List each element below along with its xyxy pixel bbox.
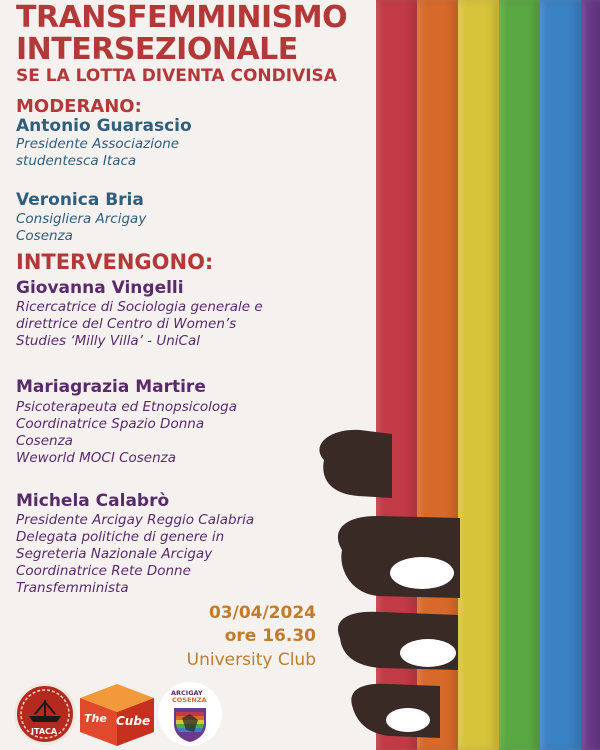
role-line: studentesca Itaca xyxy=(16,153,137,169)
role-line: Ricercatrice di Sociologia generale e xyxy=(16,299,263,315)
arcigay-cosenza-logo xyxy=(158,682,222,746)
itaca-logo-text: ITACA xyxy=(31,727,58,736)
role-line: Cosenza xyxy=(16,433,73,449)
role-line: Cosenza xyxy=(16,228,73,244)
cube-the-text: The xyxy=(84,712,107,725)
moderator-name-2: Veronica Bria xyxy=(16,190,144,210)
role-line: Segreteria Nazionale Arcigay xyxy=(16,546,213,562)
role-line: Delegata politiche di genere in xyxy=(16,529,225,545)
speakers-heading: INTERVENGONO: xyxy=(16,250,214,274)
role-line: Transfemminista xyxy=(16,580,129,596)
itaca-logo xyxy=(14,683,76,745)
moderator-role-2 xyxy=(16,211,146,245)
event-venue: University Club xyxy=(186,650,316,670)
fingernail-3 xyxy=(386,708,430,732)
role-line: direttrice del Centro di Women’s xyxy=(16,316,237,332)
the-cube-logo xyxy=(78,682,156,748)
arcigay-top-text: ARCIGAY xyxy=(171,689,203,697)
title-line-2: INTERSEZIONALE xyxy=(16,32,298,67)
fingernail-1 xyxy=(390,557,454,589)
role-line: Coordinatrice Spazio Donna xyxy=(16,416,205,432)
cube-name-text: Cube xyxy=(116,714,151,728)
role-line: Presidente Arcigay Reggio Calabria xyxy=(16,512,255,528)
speaker-name-3: Michela Calabrò xyxy=(16,491,170,511)
subtitle: SE LA LOTTA DIVENTA CONDIVISA xyxy=(16,66,337,86)
speaker-name-2: Mariagrazia Martire xyxy=(16,377,206,397)
role-line: Consigliera Arcigay xyxy=(16,211,147,227)
role-line: Coordinatrice Rete Donne xyxy=(16,563,191,579)
role-line: Psicoterapeuta ed Etnopsicologa xyxy=(16,399,238,415)
role-line: Presidente Associazione xyxy=(16,136,180,152)
role-line: Studies ‘Milly Villa’ - UniCal xyxy=(16,333,200,349)
speaker-role-3 xyxy=(16,512,254,597)
event-time: ore 16.30 xyxy=(224,626,316,646)
moderator-role-1 xyxy=(16,136,179,170)
event-date: 03/04/2024 xyxy=(208,603,316,623)
speaker-role-1 xyxy=(16,299,263,350)
moderator-name-1: Antonio Guarascio xyxy=(16,116,192,136)
rainbow-shield-icon xyxy=(170,704,210,744)
speaker-role-2 xyxy=(16,399,237,467)
hand-illustration xyxy=(300,420,600,750)
role-line: Weworld MOCI Cosenza xyxy=(16,450,177,466)
speaker-name-1: Giovanna Vingelli xyxy=(16,278,184,298)
fingernail-2 xyxy=(400,639,456,667)
title-line-1: TRANSFEMMINISMO xyxy=(16,0,348,35)
arcigay-bottom-text: COSENZA xyxy=(172,696,207,704)
moderators-heading: MODERANO: xyxy=(16,96,142,117)
